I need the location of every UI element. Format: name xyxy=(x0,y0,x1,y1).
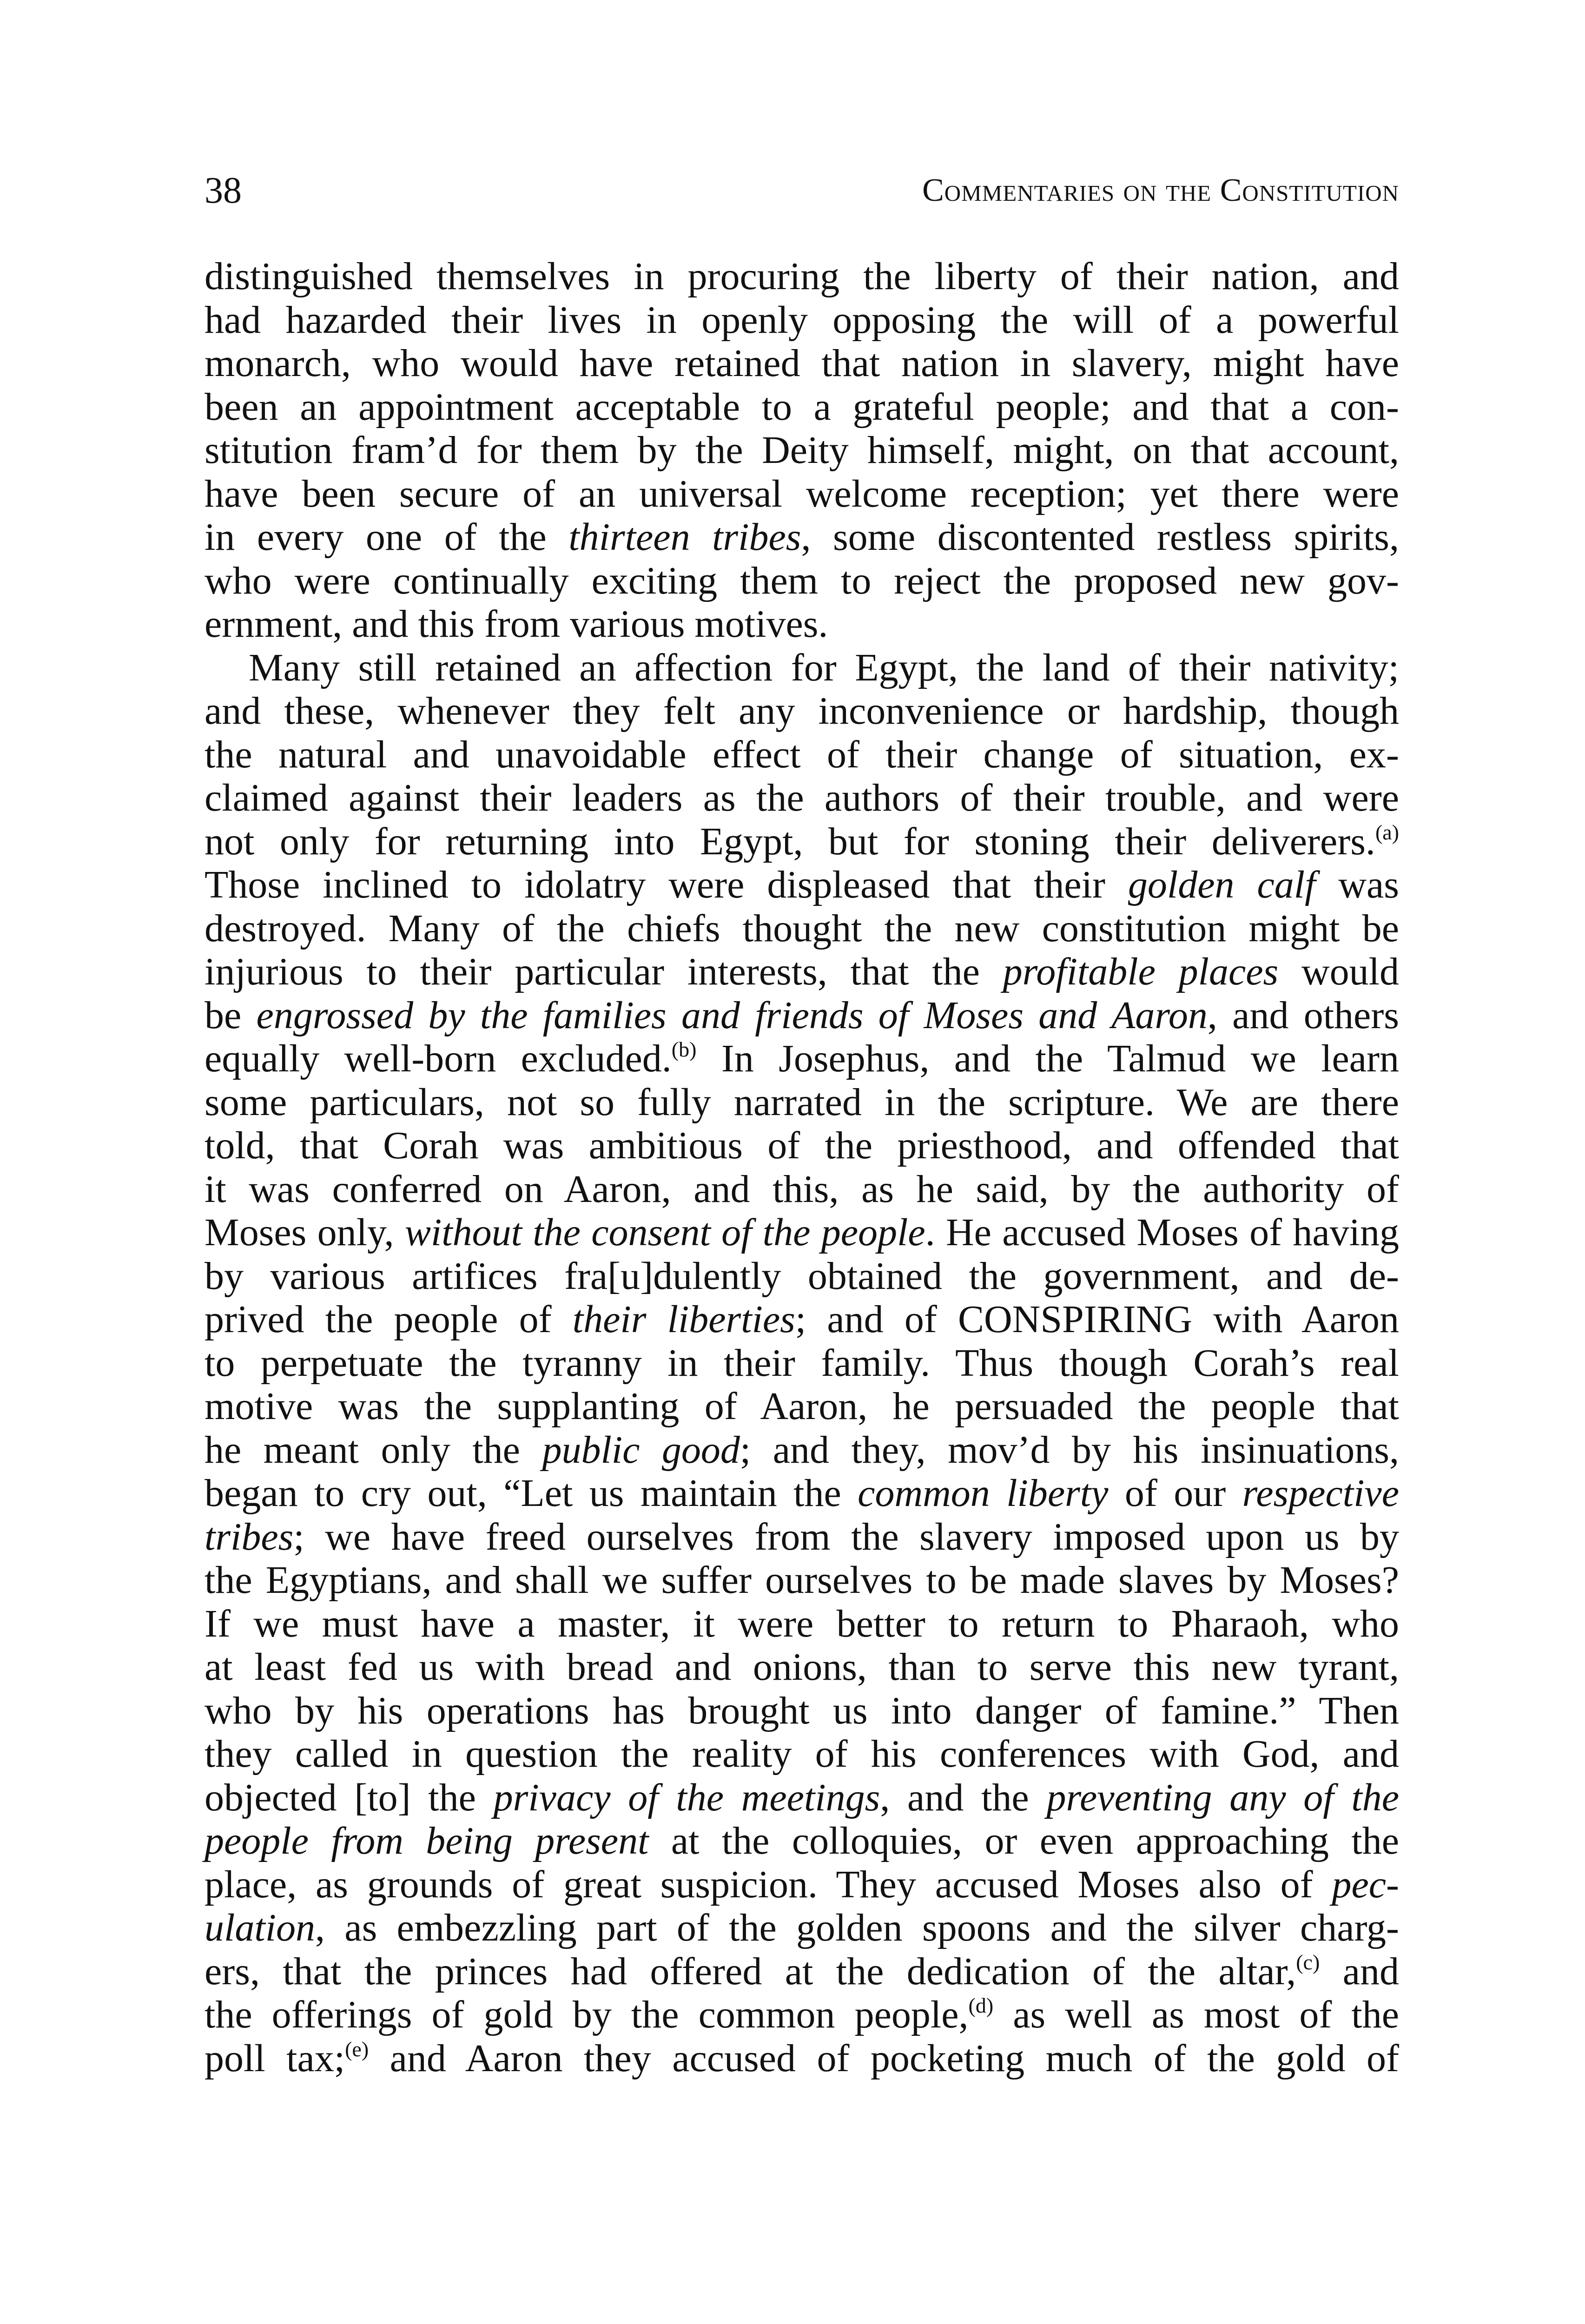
footnote-marker: (a) xyxy=(1375,820,1399,844)
text-run: Many still retained an affection for Egypt, the land of their nativity; xyxy=(249,646,1399,689)
italic-run: profitable places xyxy=(1003,950,1279,993)
text-line xyxy=(205,1124,1399,1168)
text-line xyxy=(205,1863,1399,1907)
text-line xyxy=(205,950,1399,994)
text-run: , some discontented restless spirits, xyxy=(801,515,1399,559)
italic-run: pec- xyxy=(1332,1862,1399,1906)
text-run: by various artifices fra[u]dulently obtained the government, and de- xyxy=(205,1254,1399,1298)
running-head xyxy=(205,163,1399,218)
page-number: 38 xyxy=(205,170,242,211)
text-line xyxy=(205,429,1399,472)
text-line xyxy=(205,1993,1399,2037)
text-run: Those inclined to idolatry were displeased that their xyxy=(205,863,1128,906)
text-run: as well as most of the xyxy=(993,1993,1399,2036)
italic-run: engrossed by the families and friends of Moses and Aaron xyxy=(256,993,1208,1037)
text-run: the offerings of gold by the common people, xyxy=(205,1993,969,2036)
italic-run: preventing any of the xyxy=(1046,1776,1399,1819)
italic-run: golden calf xyxy=(1128,863,1316,906)
text-run: ; we have freed ourselves from the slavery imposed upon us by xyxy=(293,1515,1399,1558)
text-line xyxy=(205,1081,1399,1124)
text-line xyxy=(205,1645,1399,1689)
text-line xyxy=(205,1168,1399,1211)
text-line xyxy=(205,298,1399,342)
text-run: poll tax; xyxy=(205,2036,345,2080)
text-run: monarch, who would have retained that nation in slavery, might have xyxy=(205,342,1399,385)
text-run: . He accused Moses of having xyxy=(925,1211,1400,1254)
text-run: objected [to] the xyxy=(205,1776,494,1819)
text-line xyxy=(205,602,1399,646)
text-run: the natural and unavoidable effect of their change of situation, ex- xyxy=(205,733,1399,776)
text-run: at the colloquies, or even approaching the xyxy=(648,1819,1399,1862)
text-run: they called in question the reality of his conferences with God, and xyxy=(205,1732,1399,1776)
text-line xyxy=(205,1472,1399,1515)
italic-run: public good xyxy=(542,1428,740,1472)
text-run: the Egyptians, and shall we suffer ourselves to be made slaves by Moses? xyxy=(205,1558,1399,1602)
text-line xyxy=(205,1819,1399,1863)
text-run: ernment, and this from various motives. xyxy=(205,602,828,646)
text-line xyxy=(205,733,1399,777)
text-run: claimed against their leaders as the authors of their trouble, and were xyxy=(205,776,1399,819)
text-line xyxy=(205,1037,1399,1081)
text-line xyxy=(205,994,1399,1037)
text-line xyxy=(205,1950,1399,1994)
text-line xyxy=(205,1558,1399,1602)
text-line xyxy=(205,1776,1399,1820)
text-line xyxy=(205,342,1399,385)
text-run: been an appointment acceptable to a grateful people; and that a con- xyxy=(205,385,1399,429)
text-run: who by his operations has brought us into danger of famine.” Then xyxy=(205,1689,1399,1732)
text-run: began to cry out, “Let us maintain the xyxy=(205,1472,858,1515)
text-run: destroyed. Many of the chiefs thought the new constitution might be xyxy=(205,906,1399,950)
text-run: would xyxy=(1278,950,1400,993)
text-line xyxy=(205,1341,1399,1385)
italic-run: their liberties xyxy=(572,1298,795,1341)
italic-run: tribes xyxy=(205,1515,294,1558)
text-run: not only for returning into Egypt, but for stoning their deliverers. xyxy=(205,819,1375,863)
text-line xyxy=(205,689,1399,733)
text-run: he meant only the xyxy=(205,1428,542,1472)
italic-run: common liberty xyxy=(858,1472,1109,1515)
body-text xyxy=(205,255,1399,2080)
text-line xyxy=(205,559,1399,603)
text-line xyxy=(205,385,1399,429)
text-line xyxy=(205,863,1399,907)
text-run: at least fed us with bread and onions, than to serve this new tyrant, xyxy=(205,1645,1399,1689)
text-run: in every one of the xyxy=(205,515,569,559)
text-run: stitution fram’d for them by the Deity himself, might, on that account, xyxy=(205,429,1399,472)
italic-run: people from being present xyxy=(205,1819,649,1862)
text-run: prived the people of xyxy=(205,1298,573,1341)
italic-run: without the consent of the people xyxy=(404,1211,925,1254)
text-line xyxy=(205,776,1399,820)
text-line xyxy=(205,1428,1399,1472)
text-run: had hazarded their lives in openly opposing the will of a powerful xyxy=(205,298,1399,342)
text-run: who were continually exciting them to reject the proposed new gov- xyxy=(205,559,1399,602)
text-run: it was conferred on Aaron, and this, as he said, by the authority of xyxy=(205,1167,1399,1211)
text-run: to perpetuate the tyranny in their family. Thus though Corah’s real xyxy=(205,1341,1399,1385)
text-line xyxy=(205,2037,1399,2080)
text-run: distinguished themselves in procuring the liberty of their nation, and xyxy=(205,255,1399,298)
text-run: and Aaron they accused of pocketing much of the gold of xyxy=(369,2036,1400,2080)
text-line xyxy=(205,1732,1399,1776)
footnote-marker: (e) xyxy=(345,2037,369,2061)
text-run: was xyxy=(1315,863,1399,906)
text-line xyxy=(205,472,1399,516)
text-run: of our xyxy=(1108,1472,1242,1515)
text-line xyxy=(205,1515,1399,1559)
text-line xyxy=(205,907,1399,951)
text-run: some particulars, not so fully narrated in the scripture. We are there xyxy=(205,1080,1399,1124)
text-run: ; and they, mov’d by his insinuations, xyxy=(740,1428,1399,1472)
italic-run: thirteen tribes xyxy=(568,515,801,559)
footnote-marker: (b) xyxy=(671,1037,697,1061)
text-run: motive was the supplanting of Aaron, he persuaded the people that xyxy=(205,1385,1399,1428)
text-line xyxy=(205,255,1399,298)
text-run: , as embezzling part of the golden spoons and the silver charg- xyxy=(315,1906,1399,1949)
text-run: equally well-born excluded. xyxy=(205,1037,672,1080)
text-run: , and the xyxy=(880,1776,1047,1819)
text-line xyxy=(205,1385,1399,1428)
text-run: have been secure of an universal welcome reception; yet there were xyxy=(205,472,1399,515)
italic-run: respective xyxy=(1242,1472,1399,1515)
text-line xyxy=(205,820,1399,864)
text-run: and xyxy=(1320,1949,1399,1993)
italic-run: ulation xyxy=(205,1906,316,1949)
running-title: Commentaries on the Constitution xyxy=(922,172,1399,208)
footnote-marker: (d) xyxy=(968,1994,994,2017)
text-run: told, that Corah was ambitious of the priesthood, and offended that xyxy=(205,1124,1399,1167)
italic-run: privacy of the meetings xyxy=(493,1776,880,1819)
text-run: and these, whenever they felt any inconvenience or hardship, though xyxy=(205,689,1399,733)
text-line xyxy=(205,515,1399,559)
text-run: place, as grounds of great suspicion. They accused Moses also of xyxy=(205,1862,1332,1906)
text-line xyxy=(205,1298,1399,1341)
text-run: ; and of CONSPIRING with Aaron xyxy=(795,1298,1400,1341)
text-run: ers, that the princes had offered at the dedication of the altar, xyxy=(205,1949,1296,1993)
text-line xyxy=(205,1211,1399,1254)
text-run: Moses only, xyxy=(205,1211,405,1254)
text-run: , and others xyxy=(1207,993,1399,1037)
text-run: In Josephus, and the Talmud we learn xyxy=(696,1037,1400,1080)
text-line xyxy=(205,1602,1399,1646)
text-line xyxy=(205,1906,1399,1950)
text-run: injurious to their particular interests, that the xyxy=(205,950,1003,993)
text-line xyxy=(205,1689,1399,1733)
text-run: be xyxy=(205,993,257,1037)
footnote-marker: (c) xyxy=(1296,1950,1320,1974)
text-run: If we must have a master, it were better to return to Pharaoh, who xyxy=(205,1602,1399,1645)
text-line xyxy=(205,1254,1399,1298)
text-line xyxy=(205,646,1399,690)
